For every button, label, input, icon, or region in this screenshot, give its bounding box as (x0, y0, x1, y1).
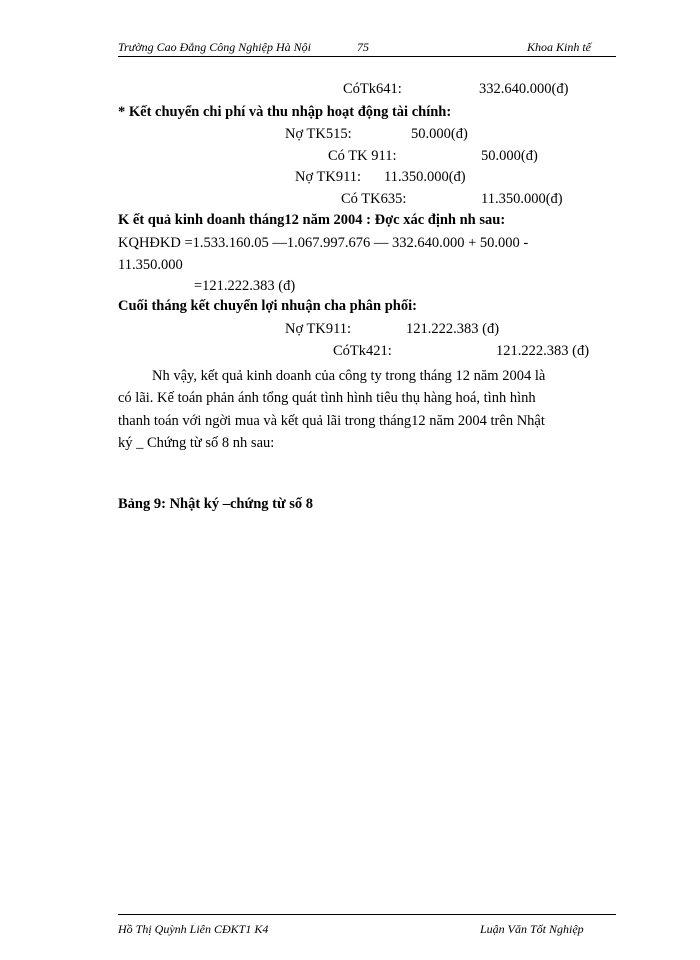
header-page-number: 75 (357, 40, 369, 54)
co-tk911-value: 50.000(đ) (481, 148, 538, 164)
no-tk515-value: 50.000(đ) (411, 126, 468, 142)
kqhdkd-formula-line2: 11.350.000 (118, 257, 183, 273)
footer-author: Hồ Thị Quỳnh Liên CĐKT1 K4 (118, 922, 269, 936)
no-tk911b-label: Nợ TK911: (285, 321, 352, 337)
kqhdkd-result: =121.222.383 (đ) (194, 278, 296, 294)
co-tk641-value: 332.640.000(đ) (479, 81, 569, 97)
co-tk635-label: Có TK635: (341, 191, 407, 207)
table-caption: Bảng 9: Nhật ký –chứng từ số 8 (118, 496, 314, 512)
kqhdkd-formula-line1: KQHĐKD =1.533.160.05 —1.067.997.676 — 332.640.000 + 50.000 - (118, 235, 529, 251)
paragraph-line: có lãi. Kế toán phản ánh tổng quát tình hình tiêu thụ hàng hoá, tình hình (118, 390, 536, 407)
co-tk421-value: 121.222.383 (đ) (496, 343, 590, 359)
section-profit-heading: Cuối tháng kết chuyển lợi nhuận cha phân phối: (118, 298, 417, 314)
no-tk911b-value: 121.222.383 (đ) (406, 321, 500, 337)
co-tk635-value: 11.350.000(đ) (481, 191, 563, 207)
header-school-name: Trường Cao Đẳng Công Nghiệp Hà Nội (118, 40, 311, 54)
no-tk515-label: Nợ TK515: (285, 126, 352, 142)
co-tk641-label: CóTk641: (343, 81, 402, 97)
footer-rule (118, 914, 616, 915)
section-financial-heading: * Kết chuyển chi phí và thu nhập hoạt động tài chính: (118, 104, 452, 120)
paragraph-line: Nh vậy, kết quả kinh doanh của công ty trong tháng 12 năm 2004 là (152, 368, 546, 384)
no-tk911-label: Nợ TK911: (295, 169, 362, 185)
footer-thesis-title: Luận Văn Tốt Nghiệp (480, 922, 584, 936)
no-tk911-value: 11.350.000(đ) (384, 169, 466, 185)
header-faculty: Khoa Kinh tế (527, 40, 592, 54)
paragraph-line: ký _ Chứng từ số 8 nh sau: (118, 434, 275, 451)
section-result-heading: K ết quả kinh doanh tháng12 năm 2004 : Đợc xác định nh sau: (118, 212, 506, 228)
summary-paragraph (118, 365, 616, 454)
co-tk421-label: CóTk421: (333, 343, 392, 359)
header-rule (118, 56, 616, 57)
paragraph-line: thanh toán với ngời mua và kết quả lãi trong tháng12 năm 2004 trên Nhật (118, 412, 545, 429)
co-tk911-label: Có TK 911: (328, 148, 397, 164)
